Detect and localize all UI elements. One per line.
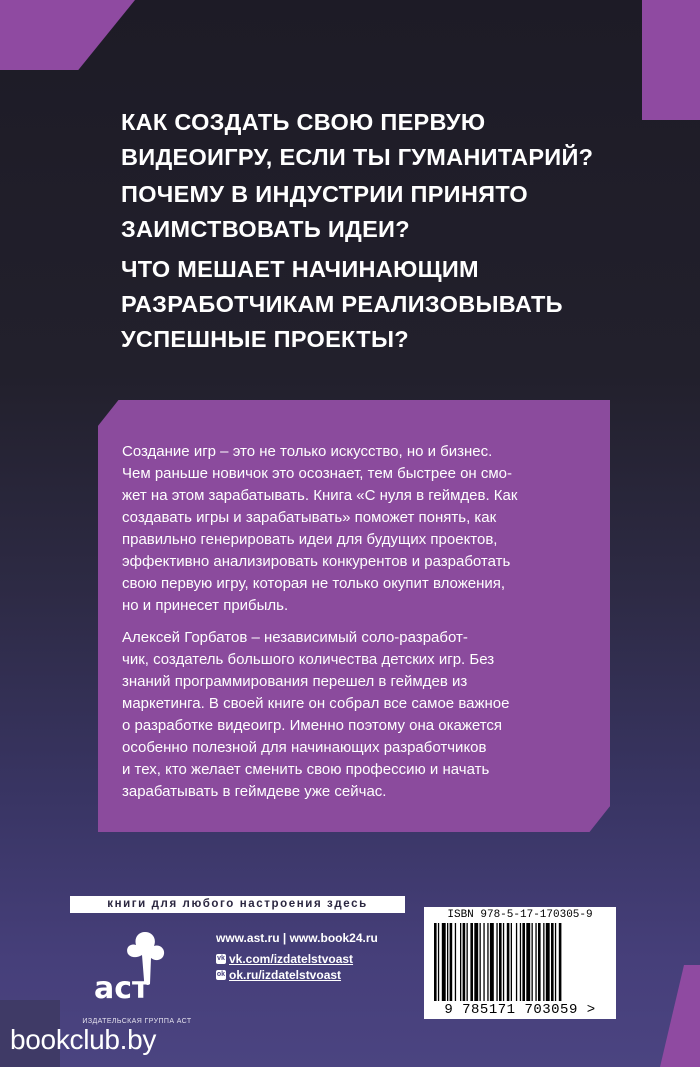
barcode-bar bbox=[463, 923, 466, 1001]
barcode-bar bbox=[447, 923, 448, 1001]
barcode-bar bbox=[511, 923, 512, 1001]
barcode-bar bbox=[490, 923, 494, 1001]
decor-shape-top-right bbox=[642, 0, 700, 120]
barcode-bar bbox=[516, 923, 517, 1001]
vk-link-text: vk.com/izdatelstvoast bbox=[229, 952, 354, 966]
publisher-links bbox=[216, 930, 378, 983]
tagline-banner: книги для любого настроения здесь bbox=[70, 896, 405, 913]
barcode-bar bbox=[460, 923, 461, 1001]
barcode-bar bbox=[559, 923, 562, 1001]
ok-link-text: ok.ru/izdatelstvoast bbox=[229, 968, 342, 982]
publisher-name: ИЗДАТЕЛЬСКАЯ ГРУППА АСТ bbox=[82, 1018, 192, 1025]
barcode-bar bbox=[483, 923, 484, 1001]
ok-icon: ok bbox=[216, 971, 226, 978]
barcode-icon bbox=[434, 923, 604, 1001]
watermark-text: bookclub.by bbox=[10, 1024, 157, 1055]
ast-logo-icon bbox=[82, 928, 192, 1010]
barcode-bar bbox=[532, 923, 533, 1001]
barcode-bar bbox=[538, 923, 541, 1001]
barcode-bar bbox=[434, 923, 437, 1001]
headline-question-2: ПОЧЕМУ В ИНДУСТРИИ ПРИНЯТО ЗАИМСТВОВАТЬ ИДЕИ? bbox=[121, 181, 528, 242]
headline-question-1: КАК СОЗДАТЬ СВОЮ ПЕРВУЮ ВИДЕОИГРУ, ЕСЛИ ТЫ ГУМАНИТАРИЙ? bbox=[121, 109, 594, 170]
vk-icon: vk bbox=[217, 955, 225, 962]
isbn-label: ISBN 978-5-17-170305-9 bbox=[447, 909, 593, 921]
ok-link[interactable] bbox=[216, 967, 378, 983]
barcode-bar bbox=[496, 923, 497, 1001]
headline-question-3: ЧТО МЕШАЕТ НАЧИНАЮЩИМ РАЗРАБОТЧИКАМ РЕАЛИЗОВЫВАТЬ УСПЕШНЫЕ ПРОЕКТЫ? bbox=[121, 256, 563, 352]
description-paragraph-author: Алексей Горбатов – независимый соло-разработ- чик, создатель большого количества детских игр. Без знаний программирования перешел в геймдев из маркетинга. В своей книге он собрал все самое важное о разработке видеоигр. Именно поэтому она окажется особенно полезной для начинающих разработчиков и тех, кто желает сменить свою профессию и начать зарабатывать в геймдеве уже сейчас. bbox=[122, 629, 510, 800]
barcode-bar bbox=[474, 923, 478, 1001]
barcode-bar bbox=[470, 923, 473, 1001]
website-links[interactable]: www.ast.ru | www.book24.ru bbox=[216, 931, 378, 945]
barcode-bar bbox=[438, 923, 439, 1001]
barcode-bar bbox=[520, 923, 521, 1001]
barcode-bar bbox=[522, 923, 525, 1001]
barcode-bar bbox=[487, 923, 488, 1001]
barcode-bar bbox=[467, 923, 468, 1001]
barcode-bar bbox=[455, 923, 456, 1001]
barcode-bar bbox=[450, 923, 453, 1001]
barcode-bar bbox=[555, 923, 556, 1001]
isbn-digits: 9 785171 703059 > bbox=[444, 1002, 596, 1018]
barcode-bar bbox=[503, 923, 504, 1001]
barcode-bar bbox=[535, 923, 536, 1001]
decor-shape-bottom-right bbox=[660, 965, 700, 1067]
vk-link[interactable] bbox=[216, 951, 378, 967]
barcode-bar bbox=[507, 923, 510, 1001]
barcode-bar bbox=[480, 923, 481, 1001]
barcode-bar bbox=[499, 923, 502, 1001]
barcode-bar bbox=[546, 923, 550, 1001]
barcode-bar bbox=[551, 923, 554, 1001]
barcode-bar bbox=[526, 923, 530, 1001]
description-paragraph-book: Создание игр – это не только искусство, но и бизнес. Чем раньше новичок это осознает, тем быстрее он смо- жет на этом зарабатывать. Книга «С нуля в геймдев. Как создавать игры и зарабатывать» поможет понять, как правильно генерировать идеи для будущих проектов, эффективно анализировать конкурентов и разработать свою первую игру, которая не только окупит вложения, но и принесет прибыль. bbox=[122, 443, 518, 614]
decor-shape-top-left bbox=[0, 0, 135, 70]
svg-text:аст: аст bbox=[94, 971, 150, 1006]
barcode-bar bbox=[543, 923, 544, 1001]
barcode-bar bbox=[442, 923, 446, 1001]
